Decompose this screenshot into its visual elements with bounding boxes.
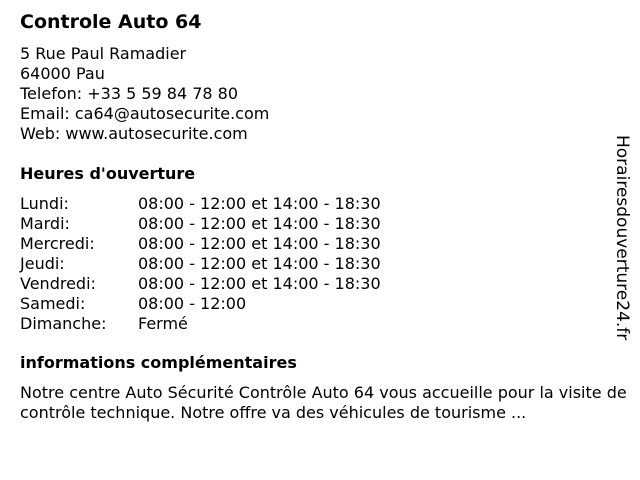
site-watermark: Horairesdouverture24.fr bbox=[612, 135, 632, 341]
day-label: Mercredi: bbox=[20, 234, 95, 253]
time-range: 08:00 - 12:00 et 14:00 - 18:30 bbox=[138, 194, 381, 213]
time-range: 08:00 - 12:00 bbox=[138, 294, 247, 313]
day-label: Dimanche: bbox=[20, 314, 107, 333]
phone-number: Telefon: +33 5 59 84 78 80 bbox=[20, 84, 239, 103]
opening-hours-table bbox=[20, 194, 628, 334]
email-address: Email: ca64@autosecurite.com bbox=[20, 104, 270, 123]
website: Web: www.autosecurite.com bbox=[20, 124, 248, 143]
day-label: Jeudi: bbox=[20, 254, 65, 273]
time-range: 08:00 - 12:00 et 14:00 - 18:30 bbox=[138, 234, 381, 253]
address-block bbox=[20, 44, 628, 144]
business-name: Controle Auto 64 bbox=[20, 11, 202, 33]
day-label: Lundi: bbox=[20, 194, 69, 213]
hours-row bbox=[20, 254, 628, 274]
time-range: Fermé bbox=[138, 314, 188, 333]
postal-city: 64000 Pau bbox=[20, 64, 105, 83]
hours-row bbox=[20, 274, 628, 294]
hours-row bbox=[20, 194, 628, 214]
time-range: 08:00 - 12:00 et 14:00 - 18:30 bbox=[138, 214, 381, 233]
business-info-card bbox=[20, 9, 628, 423]
additional-info-heading: informations complémentaires bbox=[20, 353, 297, 372]
business-description: Notre centre Auto Sécurité Contrôle Auto 64 vous accueille pour la visite de contrôle technique. Notre offre va des véhicules de tourisme ... bbox=[20, 383, 627, 422]
day-label: Samedi: bbox=[20, 294, 86, 313]
day-label: Vendredi: bbox=[20, 274, 96, 293]
street-address: 5 Rue Paul Ramadier bbox=[20, 44, 187, 63]
hours-row bbox=[20, 314, 628, 334]
time-range: 08:00 - 12:00 et 14:00 - 18:30 bbox=[138, 254, 381, 273]
hours-row bbox=[20, 294, 628, 314]
day-label: Mardi: bbox=[20, 214, 70, 233]
opening-hours-heading: Heures d'ouverture bbox=[20, 164, 196, 183]
hours-row bbox=[20, 234, 628, 254]
hours-row bbox=[20, 214, 628, 234]
time-range: 08:00 - 12:00 et 14:00 - 18:30 bbox=[138, 274, 381, 293]
